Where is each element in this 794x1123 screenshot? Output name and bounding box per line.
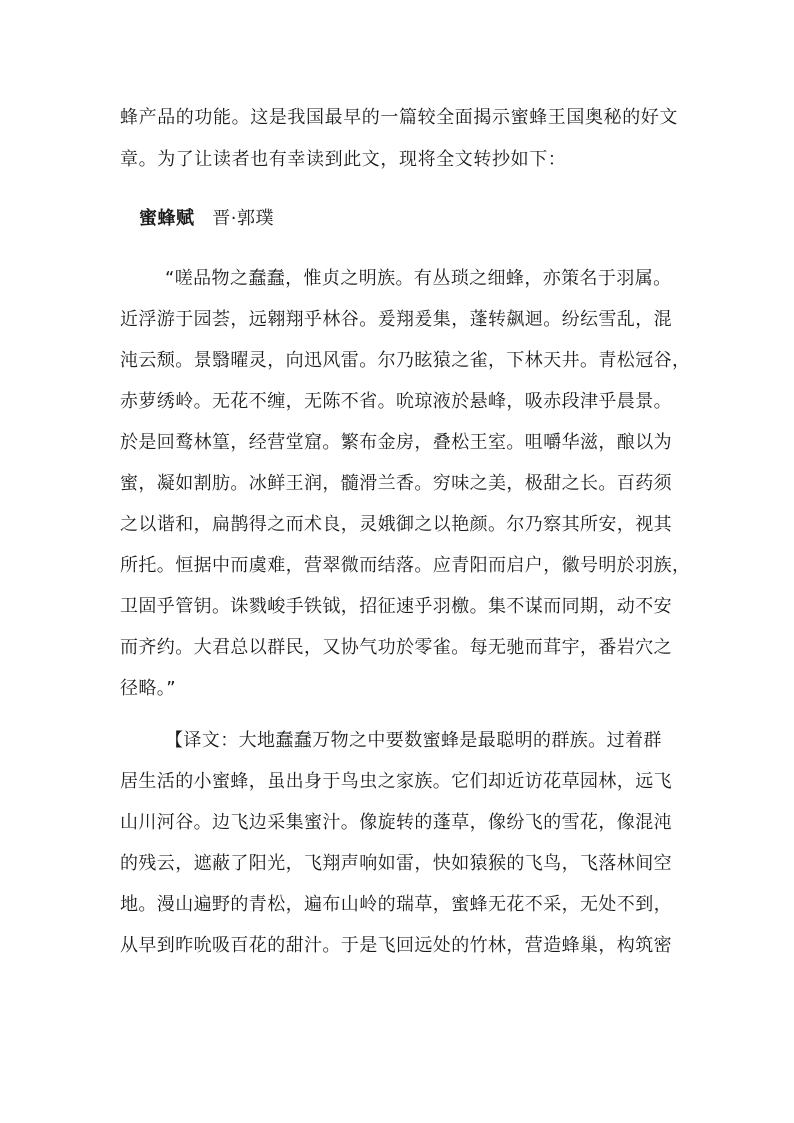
fu-line	[120, 676, 176, 702]
translation-line-text: 的残云，遮蔽了阳光，飞翔声响如雷，快如猿猴的飞鸟，飞落林间空	[120, 853, 672, 874]
translation-line-text: 山川河谷。边飞边采集蜜汁。像旋转的蓬草，像纷飞的雪花，像混沌	[120, 812, 672, 833]
intro-line-text: 章。为了让读者也有幸读到此文，现将全文转抄如下：	[120, 149, 567, 170]
translation-line-text: 居生活的小蜜蜂，虽出身于鸟虫之家族。它们却近访花草园林，远飞	[120, 771, 672, 792]
translation-line-text: 【译文：大地蠢蠢万物之中要数蜜蜂是最聪明的群族。过着群	[165, 730, 662, 751]
fu-line-text: 而齐约。大君总以群民，又协气功於零雀。每无驰而茸宇，番岩穴之	[120, 637, 672, 658]
fu-line	[120, 307, 672, 333]
fu-line-text: “嗟品物之蠢蠢，惟贞之明族。有丛琐之细蜂，亦策名于羽属。	[165, 268, 672, 289]
fu-line	[120, 512, 672, 538]
translation-line	[120, 769, 672, 795]
poem-title-author: 晋·郭璞	[212, 208, 274, 229]
fu-line-text: 径略。”	[120, 678, 176, 699]
intro-line	[120, 147, 566, 173]
fu-line	[120, 594, 672, 620]
fu-line	[120, 430, 672, 456]
fu-line	[120, 348, 690, 374]
fu-line-text: 於是回鹜林篁，经营堂窟。繁布金房，叠松王室。咀嚼华滋，酿以为	[120, 432, 672, 453]
fu-line-text: 之以谐和，扁鹊得之而术良，灵娥御之以艳颜。尔乃察其所安，视其	[120, 514, 672, 535]
translation-line-text: 从早到昨吮吸百花的甜汁。于是飞回远处的竹林，营造蜂巢，构筑密	[120, 935, 672, 956]
fu-line	[120, 635, 672, 661]
poem-title	[139, 205, 274, 233]
intro-line-text: 蜂产品的功能。这是我国最早的一篇较全面揭示蜜蜂王国奥秘的好文	[120, 107, 678, 128]
translation-line	[120, 851, 672, 877]
fu-line	[120, 471, 672, 497]
fu-line	[165, 266, 672, 292]
fu-line-text: 近浮游于园荟，远翱翔乎林谷。爰翔爰集，蓬转飙迴。纷纭雪乱，混	[120, 309, 672, 330]
translation-line-text: 地。漫山遍野的青松，遍布山岭的瑞草，蜜蜂无花不采，无处不到，	[120, 894, 672, 915]
poem-title-name: 蜜蜂赋	[139, 208, 195, 229]
fu-line-text: 沌云颓。景翳曜灵，向迅风雷。尔乃眩猿之雀，下林天井。青松冠谷，	[120, 350, 691, 371]
fu-line-text: 赤萝绣岭。无花不缠，无陈不省。吮琼液於悬峰，吸赤段津乎晨景。	[120, 391, 672, 412]
translation-line	[120, 892, 672, 918]
fu-line-text: 蜜，凝如割肪。冰鲜王润，髓滑兰香。穷味之美，极甜之长。百药须	[120, 473, 672, 494]
translation-line	[165, 728, 662, 754]
fu-line	[120, 553, 690, 579]
translation-line	[120, 933, 672, 959]
translation-line	[120, 810, 672, 836]
fu-line-text: 卫固乎管钥。诛戮峻手铁钺，招征速乎羽檄。集不谋而同期，动不安	[120, 596, 672, 617]
intro-line	[120, 105, 678, 131]
fu-line-text: 所托。恒据中而虞难，营翠微而结落。应青阳而启户，徽号明於羽族，	[120, 555, 691, 576]
fu-line	[120, 389, 672, 415]
